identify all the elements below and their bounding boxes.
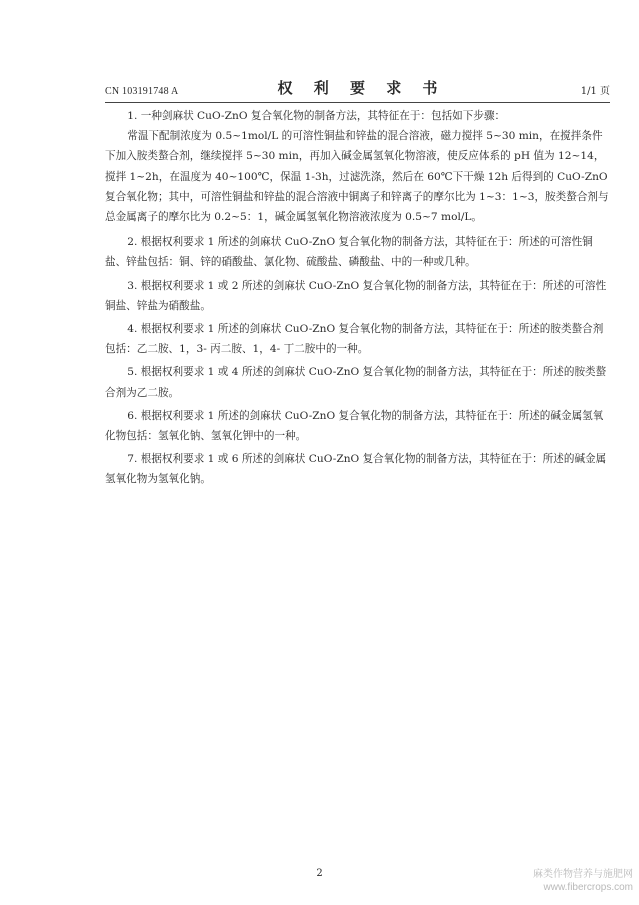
claim-paragraph: 3. 根据权利要求 1 或 2 所述的剑麻状 CuO-ZnO 复合氧化物的制备方法，其特征在于：所述的可溶性铜盐、锌盐为硝酸盐。: [105, 279, 607, 312]
page-header: [105, 72, 610, 103]
page-title: 权 利 要 求 书: [277, 79, 446, 97]
site-watermark: [515, 868, 633, 894]
page-indicator: 1/1 页: [580, 86, 610, 97]
claim-3: [105, 276, 610, 316]
claim-6: [105, 406, 610, 446]
claim-paragraph: 6. 根据权利要求 1 所述的剑麻状 CuO-ZnO 复合氧化物的制备方法，其特征在于：所述的碱金属氢氧化物包括：氢氧化钠、氢氧化钾中的一种。: [105, 409, 604, 443]
claim-paragraph: 5. 根据权利要求 1 或 4 所述的剑麻状 CuO-ZnO 复合氧化物的制备方法，其特征在于：所述的胺类螯合剂为乙二胺。: [105, 366, 607, 399]
claim-paragraph: 1. 一种剑麻状 CuO-ZnO 复合氧化物的制备方法，其特征在于：包括如下步骤：: [127, 110, 506, 122]
claim-2: [105, 232, 610, 272]
claim-1: [105, 106, 610, 227]
claim-paragraph: 2. 根据权利要求 1 所述的剑麻状 CuO-ZnO 复合氧化物的制备方法，其特征在于：所述的可溶性铜盐、锌盐包括：铜、锌的硝酸盐、氯化物、硫酸盐、磷酸盐、中的一种或几种。: [105, 236, 593, 269]
watermark-site-name: 麻类作物营养与施肥网: [533, 869, 633, 880]
claim-5: [105, 362, 610, 402]
claim-4: [105, 319, 610, 359]
watermark-url: www.fibercrops.com: [543, 882, 633, 893]
patent-number: CN 103191748 A: [105, 86, 179, 97]
claim-paragraph: 4. 根据权利要求 1 所述的剑麻状 CuO-ZnO 复合氧化物的制备方法，其特征在于：所述的胺类螯合剂包括：乙二胺、1，3- 丙二胺、1，4- 丁二胺中的一种。: [105, 323, 604, 356]
claim-paragraph: 7. 根据权利要求 1 或 6 所述的剑麻状 CuO-ZnO 复合氧化物的制备方法，其特征在于：所述的碱金属氢氧化物为氢氧化钠。: [105, 453, 607, 486]
page-number: 2: [316, 868, 323, 879]
claim-7: [105, 449, 610, 489]
claims-body: [105, 106, 610, 490]
claim-paragraph: 常温下配制浓度为 0.5~1mol/L 的可溶性铜盐和锌盐的混合溶液，磁力搅拌 5~30 min，在搅拌条件下加入胺类螯合剂，继续搅拌 5~30 min，再加入碱金属氢氧化物溶液，使反应体系的 pH 值为 12~14，搅拌 1~2h，在温度为 40~100℃，保温 1-3h，过滤洗涤，然后在 60℃下干燥 12h 后得到的 CuO-ZnO 复合氧化物；其中，可溶性铜盐和锌盐的混合溶液中铜离子和锌离子的摩尔比为 1~3：1~3，胺类螯合剂与总金属离子的摩尔比为 0.2~5：1，碱金属氢氧化物溶液浓度为 0.5~7 mol/L。: [105, 130, 609, 224]
